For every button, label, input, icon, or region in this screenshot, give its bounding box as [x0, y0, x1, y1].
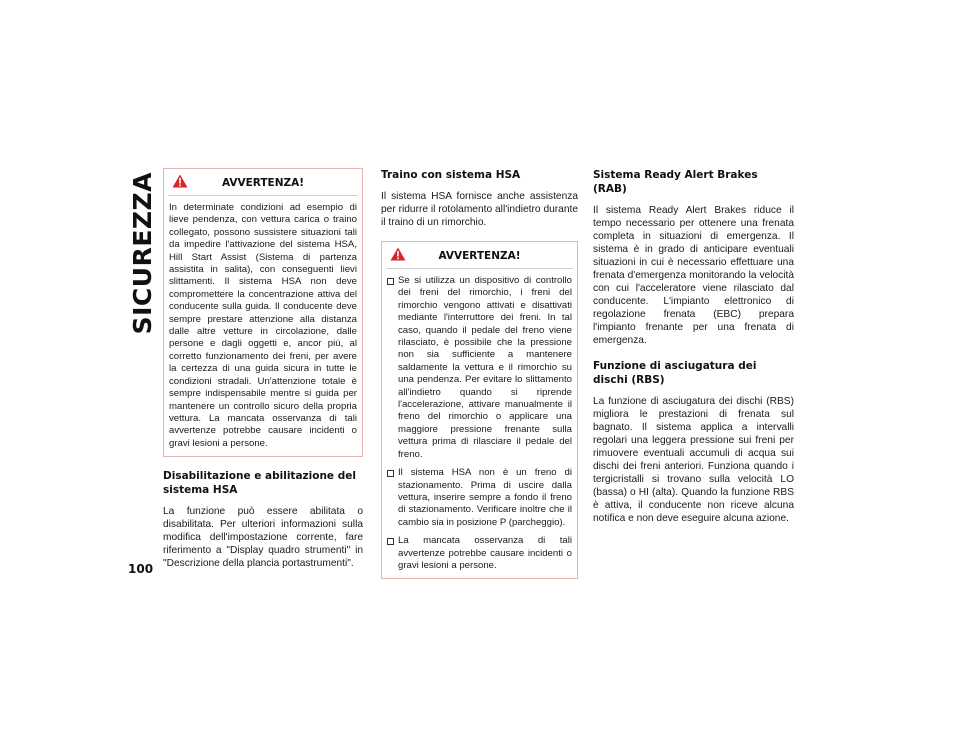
warning-list-item — [387, 535, 572, 572]
square-bullet-icon — [387, 538, 394, 545]
paragraph-disable-hsa: La funzione può essere abilitata o disabilitata. Per ulteriori informazioni sulla modifica dell'impostazione corrente, fare riferimento a "Display quadro strumenti" in "Descrizione della plancia portastrumenti". — [163, 506, 363, 570]
warning-item-text: Il sistema HSA non è un freno di stazionamento. Prima di uscire dalla vettura, inserire sempre a fondo il freno di stazionamento. Verificare inoltre che il cambio sia in posizione P (parcheggio). — [398, 467, 572, 528]
warning-header — [168, 173, 358, 196]
warning-item-text: La mancata osservanza di tali avvertenze potrebbe causare incidenti o gravi lesioni a persone. — [398, 535, 572, 571]
page-number: 100 — [128, 562, 154, 576]
heading-rbs: Funzione di asciugatura dei dischi (RBS) — [593, 360, 757, 386]
heading-rab: Sistema Ready Alert Brakes (RAB) — [593, 169, 758, 195]
warning-list — [387, 275, 572, 572]
column-1 — [163, 168, 363, 582]
warning-triangle-icon — [390, 247, 406, 261]
warning-box-hsa — [163, 168, 363, 457]
warning-body — [382, 269, 577, 578]
square-bullet-icon — [387, 470, 394, 477]
column-3 — [593, 168, 794, 537]
section-title: SICUREZZA — [128, 172, 157, 335]
column-2 — [381, 168, 578, 591]
square-bullet-icon — [387, 278, 394, 285]
paragraph-towing-hsa: Il sistema HSA fornisce anche assistenza per ridurre il rotolamento all'indietro durante il traino di un rimorchio. — [381, 191, 578, 228]
warning-box-towing — [381, 241, 578, 579]
warning-title: AVVERTENZA! — [221, 177, 305, 189]
heading-towing-hsa: Traino con sistema HSA — [381, 169, 521, 181]
paragraph-rab: Il sistema Ready Alert Brakes riduce il tempo necessario per ottenere una frenata completa in situazioni di emergenza. Il sistema è in grado di anticipare eventuali situazioni in cui è necessario effettuare una frenata d'emergenza monitorando la velocità con cui l'acceleratore viene rilasciato dal conducente. L'impianto elettronico di regolazione frenata (EBC) prepara l'impianto frenante per una frenata di emergenza. — [593, 205, 794, 346]
warning-list-item — [387, 467, 572, 529]
warning-list-item — [387, 275, 572, 461]
warning-triangle-icon — [172, 174, 188, 188]
paragraph-rbs: La funzione di asciugatura dei dischi (RBS) migliora le prestazioni di frenata sul bagnato. Il sistema applica a intervalli regolari una leggera pressione sui freni per rimuovere eventuali accumuli di acqua sui dischi dei freni anteriori. Funziona quando i tergicristalli si trovano sulla velocità LO (bassa) o HI (alta). Quando la funzione RBS è attiva, il conducente non riceve alcuna notifica e non deve eseguire alcuna azione. — [593, 396, 794, 524]
heading-disable-hsa: Disabilitazione e abilitazione del sistema HSA — [163, 470, 356, 497]
warning-item-text: Se si utilizza un dispositivo di controllo dei freni del rimorchio, i freni del rimorchio vengono attivati e disattivati mediante l'interruttore dei freni. In tal caso, quando il pedale del freno viene rilasciato, è possibile che la pressione non sia sufficiente a mantenere saldamente la vettura e il rimorchio su una pendenza. Per evitare lo slittamento all'indietro quando si riprende l'accelerazione, attivare manualmente il freno del rimorchio o applicare una maggiore pressione frenante sulla vettura prima di rilasciare il pedale del freno. — [398, 275, 572, 460]
warning-text: In determinate condizioni ad esempio di lieve pendenza, con vettura carica o traino collegato, possono sussistere situazioni tali da impedire l'attivazione del sistema HSA, Hill Start Assist (Sistema di partenza assistita in salita), con conseguenti lievi slittamenti. Il sistema HSA non deve compromettere la concentrazione attiva del conducente sulla guida. Il conducente deve sempre prestare attenzione alla distanza dalle altre vetture in circolazione, dalle persone e dagli oggetti e, ancor più, al corretto funzionamento dei freni, per avere la certezza di una guida sicura in tutte le condizioni stradali. Un'attenzione totale è sempre indispensabile mentre si guida per mantenere un controllo sicuro della propria vettura. La mancata osservanza di tali avvertenze potrebbe causare incidenti o gravi lesioni a persone. — [169, 202, 357, 449]
warning-header — [386, 246, 573, 269]
warning-title: AVVERTENZA! — [438, 250, 521, 262]
